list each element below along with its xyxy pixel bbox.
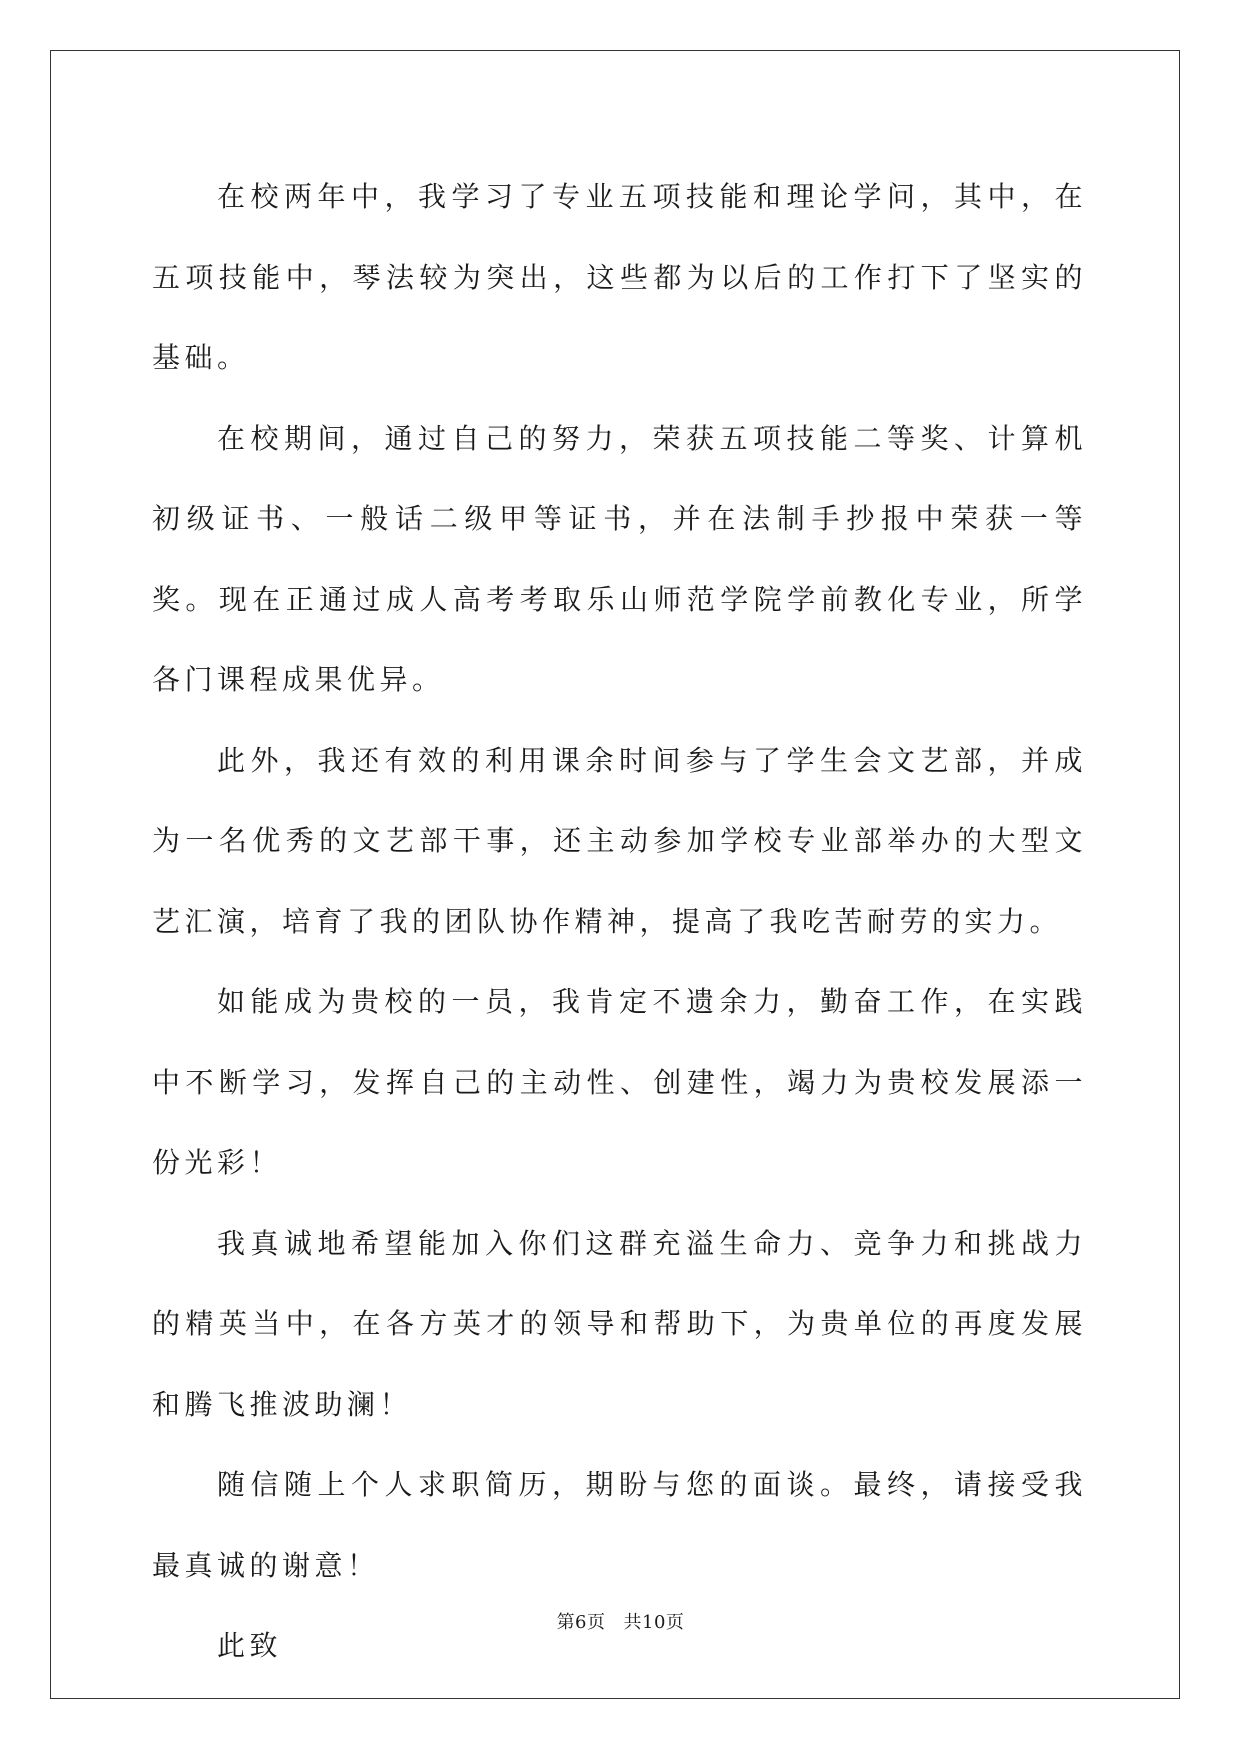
total-pages-label: 共10页: [623, 1612, 685, 1633]
page-footer: [0, 1608, 1241, 1634]
paragraph-closing: 随信随上个人求职简历，期盼与您的面谈。最终，请接受我最真诚的谢意！: [152, 1468, 1087, 1582]
paragraph-awards: 在校期间，通过自己的努力，荣获五项技能二等奖、计算机初级证书、一般话二级甲等证书，并在法制手抄报中荣获一等奖。现在正通过成人高考考取乐山师范学院学前教化专业，所学各门课程成果优异。: [152, 421, 1087, 696]
paragraph-salutation: 此致: [217, 1629, 283, 1662]
paragraph-study: 在校两年中，我学习了专业五项技能和理论学问，其中，在五项技能中，琴法较为突出，这些都为以后的工作打下了坚实的基础。: [152, 180, 1087, 374]
paragraph-activities: 此外，我还有效的利用课余时间参与了学生会文艺部，并成为一名优秀的文艺部干事，还主动参加学校专业部举办的大型文艺汇演，培育了我的团队协作精神，提高了我吃苦耐劳的实力。: [152, 743, 1087, 938]
paragraph-commitment: 如能成为贵校的一员，我肯定不遗余力，勤奋工作，在实践中不断学习，发挥自己的主动性、创建性，竭力为贵校发展添一份光彩！: [152, 985, 1087, 1179]
document-body: [152, 157, 1087, 1687]
paragraph-hope: 我真诚地希望能加入你们这群充溢生命力、竞争力和挑战力的精英当中，在各方英才的领导和帮助下，为贵单位的再度发展和腾飞推波助澜！: [152, 1226, 1087, 1421]
current-page-label: 第6页: [556, 1612, 606, 1633]
